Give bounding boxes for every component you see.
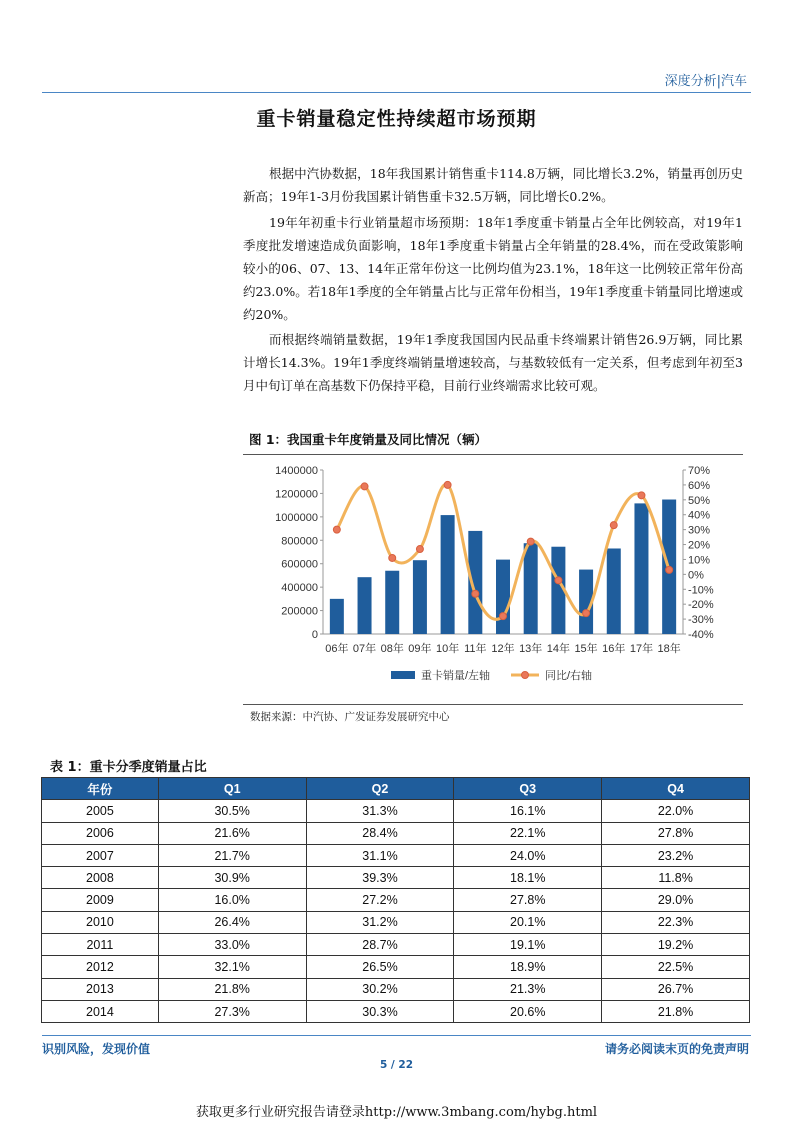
left-axis-tick-label: 1000000 <box>275 511 318 524</box>
sales-chart <box>243 455 743 703</box>
yoy-point-13年 <box>527 538 534 545</box>
x-axis-tick-label: 14年 <box>546 643 571 655</box>
table-cell: 30.5% <box>158 800 306 822</box>
table-cell: 30.3% <box>306 1000 454 1022</box>
figure-title: 图 1：我国重卡年度销量及同比情况（辆） <box>249 432 488 447</box>
right-axis-tick-label: -40% <box>688 629 714 641</box>
table-cell: 2014 <box>42 1000 159 1022</box>
left-axis-tick-label: 800000 <box>281 535 318 548</box>
table-cell: 26.5% <box>306 956 454 978</box>
table-cell: 2011 <box>42 934 159 956</box>
yoy-point-16年 <box>610 522 617 529</box>
bar-12年 <box>496 560 510 634</box>
yoy-point-08年 <box>389 554 396 561</box>
table-row <box>42 889 750 911</box>
table-row <box>42 822 750 844</box>
figure-source: 数据来源：中汽协、广发证券发展研究中心 <box>250 711 450 723</box>
table-cell: 2013 <box>42 978 159 1000</box>
right-axis-tick-label: -30% <box>688 614 714 627</box>
header-divider <box>42 92 751 93</box>
bar-13年 <box>524 543 538 634</box>
table-cell: 22.3% <box>602 911 750 933</box>
yoy-point-06年 <box>333 526 340 533</box>
table-cell: 30.2% <box>306 978 454 1000</box>
paragraph-2: 19年年初重卡行业销量超市场预期：18年1季度重卡销量占全年比例较高，对19年1季度批发增速造成负面影响，18年1季度重卡销量占全年销量的28.4%，而在受政策影响较小的06、07、13、14年正常年份这一比例均值为23.1%，18年这一比例较正常年份高约23.0%。若18年1季度的全年销量占比与正常年份相当，19年1季度重卡销量同比增速或约20%。 <box>243 215 743 322</box>
table-cell: 22.1% <box>454 822 602 844</box>
table-cell: 32.1% <box>158 956 306 978</box>
right-axis-tick-label: 30% <box>688 524 711 537</box>
table-cell: 2009 <box>42 889 159 911</box>
table-cell: 26.4% <box>158 911 306 933</box>
table-cell: 31.3% <box>306 800 454 822</box>
table-title: 表 1：重卡分季度销量占比 <box>50 760 207 775</box>
figure-bottom-rule <box>243 704 743 705</box>
table-cell: 21.8% <box>602 1000 750 1022</box>
x-axis-tick-label: 13年 <box>519 643 543 655</box>
legend-line-marker <box>522 672 529 679</box>
x-axis-tick-label: 12年 <box>491 643 515 655</box>
table-row <box>42 1000 750 1022</box>
right-axis-tick-label: 50% <box>688 494 711 507</box>
table-cell: 2007 <box>42 844 159 866</box>
table-cell: 31.1% <box>306 844 454 866</box>
yoy-point-09年 <box>416 546 423 553</box>
table-header-cell: Q1 <box>158 778 306 800</box>
table-cell: 22.5% <box>602 956 750 978</box>
table-cell: 19.1% <box>454 934 602 956</box>
table-cell: 18.1% <box>454 867 602 889</box>
right-axis-tick-label: -20% <box>688 599 714 612</box>
yoy-point-11年 <box>472 590 479 597</box>
table-cell: 11.8% <box>602 867 750 889</box>
table-cell: 2008 <box>42 867 159 889</box>
right-axis-tick-label: 10% <box>688 554 711 567</box>
table-cell: 24.0% <box>454 844 602 866</box>
table-cell: 29.0% <box>602 889 750 911</box>
x-axis-tick-label: 10年 <box>435 643 460 655</box>
table-cell: 2010 <box>42 911 159 933</box>
table-cell: 20.6% <box>454 1000 602 1022</box>
right-axis-tick-label: 0% <box>688 569 704 582</box>
x-axis-tick-label: 18年 <box>657 643 681 655</box>
yoy-point-18年 <box>666 566 673 573</box>
table-cell: 27.8% <box>602 822 750 844</box>
page-title: 重卡销量稳定性持续超市场预期 <box>256 108 537 130</box>
bar-09年 <box>413 560 427 634</box>
yoy-point-15年 <box>583 610 590 617</box>
left-axis-tick-label: 400000 <box>281 582 318 595</box>
paragraph-3: 而根据终端销量数据，19年1季度我国国内民品重卡终端累计销售26.9万辆，同比累计增长14.3%。19年1季度终端销量增速较高，与基数较低有一定关系，但考虑到年初至3月中旬订单在高基数下仍保持平稳，目前行业终端需求比较可观。 <box>243 332 743 393</box>
table-cell: 16.1% <box>454 800 602 822</box>
table-cell: 21.8% <box>158 978 306 1000</box>
bar-16年 <box>607 548 621 634</box>
yoy-point-12年 <box>500 613 507 620</box>
table-row <box>42 844 750 866</box>
table-cell: 27.3% <box>158 1000 306 1022</box>
bar-07年 <box>358 577 372 634</box>
yoy-point-07年 <box>361 483 368 490</box>
x-axis-tick-label: 07年 <box>352 643 377 655</box>
x-axis-tick-label: 16年 <box>602 643 626 655</box>
right-axis-tick-label: 20% <box>688 539 711 552</box>
page-number: 5 / 22 <box>379 1059 414 1071</box>
right-axis-tick-label: 70% <box>688 465 711 477</box>
table-row <box>42 867 750 889</box>
table-cell: 26.7% <box>602 978 750 1000</box>
left-axis-tick-label: 600000 <box>281 558 318 571</box>
table-cell: 2005 <box>42 800 159 822</box>
yoy-point-17年 <box>638 492 645 499</box>
table-cell: 31.2% <box>306 911 454 933</box>
right-axis-tick-label: 60% <box>688 479 711 492</box>
table-row <box>42 911 750 933</box>
watermark-link[interactable]: 获取更多行业研究报告请登录http://www.3mbang.com/hybg.html <box>195 1105 598 1120</box>
x-axis-tick-label: 15年 <box>574 643 598 655</box>
left-axis-tick-label: 1400000 <box>275 465 318 477</box>
paragraph-1: 根据中汽协数据，18年我国累计销售重卡114.8万辆，同比增长3.2%，销量再创历史新高；19年1-3月份我国累计销售重卡32.5万辆，同比增长0.2%。 <box>243 166 743 204</box>
table-cell: 19.2% <box>602 934 750 956</box>
right-axis-tick-label: 40% <box>688 509 711 522</box>
table-row <box>42 978 750 1000</box>
table-cell: 22.0% <box>602 800 750 822</box>
table-cell: 28.4% <box>306 822 454 844</box>
table-cell: 18.9% <box>454 956 602 978</box>
left-axis-tick-label: 200000 <box>281 605 318 618</box>
table-cell: 39.3% <box>306 867 454 889</box>
right-axis-tick-label: -10% <box>688 584 714 597</box>
table-header-cell: Q2 <box>306 778 454 800</box>
footer-divider <box>42 1035 751 1036</box>
yoy-point-14年 <box>555 577 562 584</box>
bar-10年 <box>441 515 455 634</box>
table-cell: 27.2% <box>306 889 454 911</box>
quarterly-share-table <box>41 777 750 1023</box>
table-header-cell: Q3 <box>454 778 602 800</box>
table-header-row <box>42 778 750 800</box>
x-axis-tick-label: 06年 <box>325 643 349 655</box>
legend-bar-label: 重卡销量/左轴 <box>421 670 491 682</box>
table-cell: 23.2% <box>602 844 750 866</box>
table-cell: 30.9% <box>158 867 306 889</box>
left-axis-tick-label: 1200000 <box>275 488 318 501</box>
x-axis-tick-label: 11年 <box>464 643 487 655</box>
table-cell: 2012 <box>42 956 159 978</box>
footer-slogan: 识别风险，发现价值 <box>42 1042 151 1056</box>
bar-17年 <box>634 503 648 634</box>
left-axis-tick-label: 0 <box>311 629 318 641</box>
table-cell: 21.7% <box>158 844 306 866</box>
x-axis-tick-label: 17年 <box>629 643 654 655</box>
table-cell: 2006 <box>42 822 159 844</box>
bar-08年 <box>385 571 399 634</box>
table-cell: 21.3% <box>454 978 602 1000</box>
x-axis-tick-label: 09年 <box>408 643 432 655</box>
table-header-cell: 年份 <box>42 778 159 800</box>
table-cell: 20.1% <box>454 911 602 933</box>
table-row <box>42 956 750 978</box>
legend-bar-swatch <box>391 671 415 679</box>
footer-disclaimer[interactable]: 请务必阅读末页的免责声明 <box>604 1042 749 1056</box>
table-cell: 33.0% <box>158 934 306 956</box>
table-cell: 28.7% <box>306 934 454 956</box>
table-cell: 21.6% <box>158 822 306 844</box>
table-cell: 27.8% <box>454 889 602 911</box>
yoy-point-10年 <box>444 481 451 488</box>
table-row <box>42 800 750 822</box>
table-header-cell: Q4 <box>602 778 750 800</box>
header-section-tag: 深度分析|汽车 <box>664 74 747 89</box>
x-axis-tick-label: 08年 <box>380 643 404 655</box>
bar-06年 <box>330 599 344 634</box>
table-row <box>42 934 750 956</box>
legend-line-label: 同比/右轴 <box>545 670 593 682</box>
table-cell: 16.0% <box>158 889 306 911</box>
